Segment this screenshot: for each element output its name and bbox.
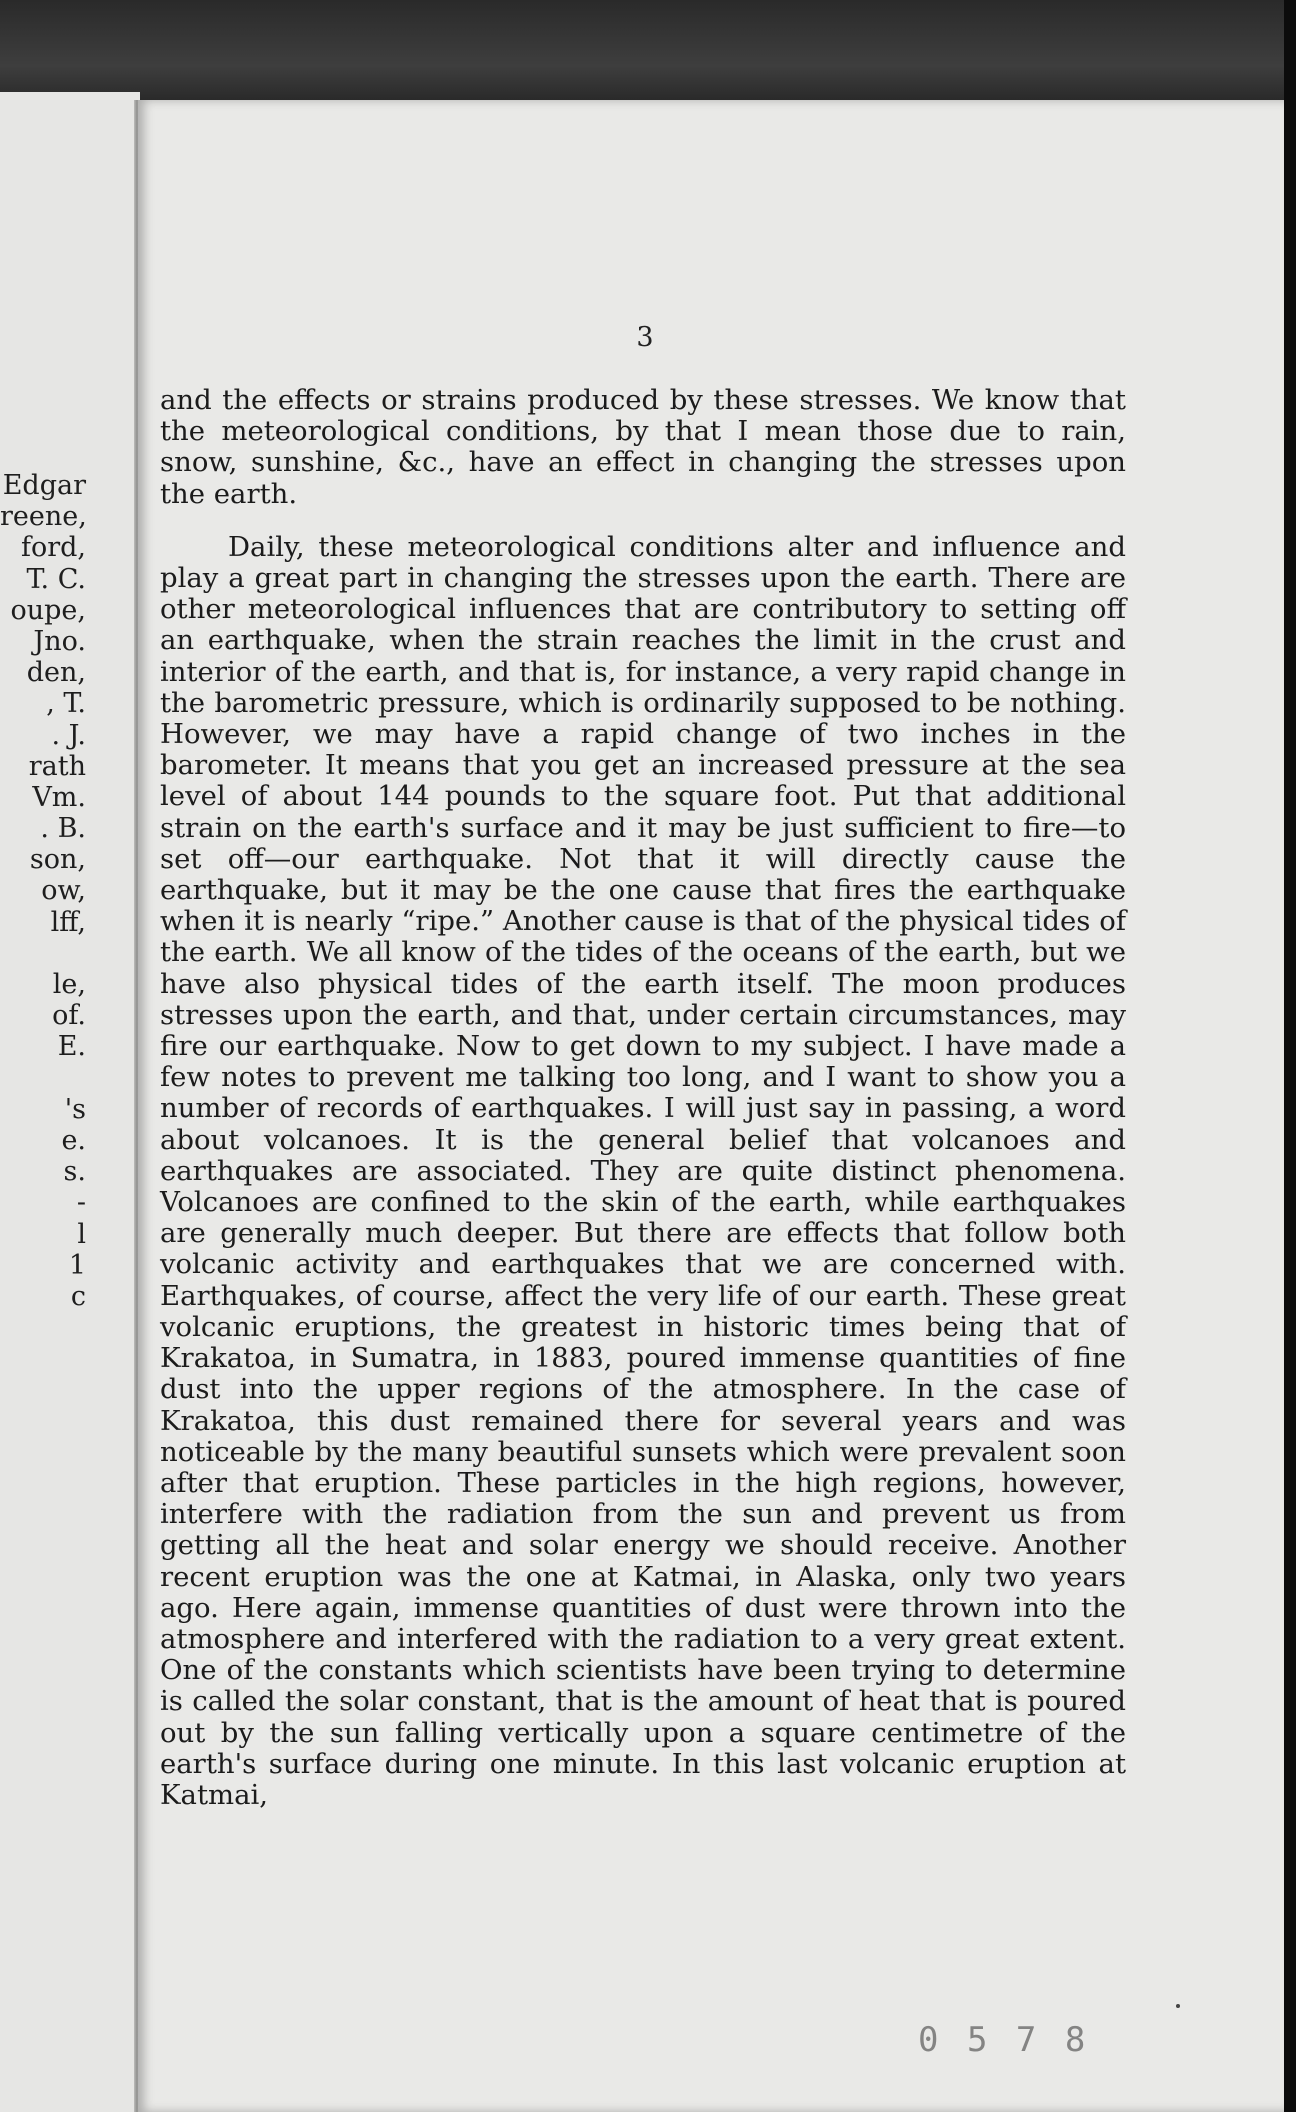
left-fragment: T. C.	[26, 563, 86, 595]
page-number: 3	[636, 322, 654, 353]
left-fragment: c	[70, 1280, 86, 1312]
left-fragment: 's	[64, 1093, 86, 1125]
left-fragment	[0, 1063, 136, 1094]
left-fragment: e.	[61, 1124, 86, 1156]
left-fragment: son,	[29, 844, 86, 876]
left-fragment	[0, 938, 136, 969]
left-fragment: 1	[68, 1249, 86, 1281]
left-fragment: , T.	[46, 688, 86, 720]
left-page-text-fragments	[0, 470, 136, 1312]
left-fragment: le,	[52, 969, 86, 1000]
paragraph: and the effects or strains produced by these stresses. We know that the meteorological conditions, by that I mean those due to rain, snow, sunshine, &c., have an effect in changing the stresses upon the earth.	[160, 384, 1126, 510]
left-fragment: of.	[52, 1000, 86, 1032]
left-page	[0, 92, 140, 2112]
body-text	[160, 385, 1126, 1811]
left-fragment: rath	[28, 750, 86, 782]
left-fragment: . J.	[51, 719, 86, 751]
left-fragment: ford,	[20, 532, 86, 564]
left-fragment: l	[77, 1218, 86, 1250]
library-stamp: 0 5 7 8	[918, 2020, 1090, 2060]
left-fragment: den,	[26, 657, 86, 689]
left-fragment: s.	[63, 1156, 86, 1188]
left-fragment: Vm.	[32, 781, 86, 813]
left-fragment: E.	[57, 1031, 86, 1063]
left-fragment: lff,	[50, 906, 86, 938]
page-speck	[1176, 2004, 1180, 2008]
left-fragment: -	[76, 1187, 86, 1219]
left-fragment: . B.	[40, 813, 86, 845]
left-fragment: ow,	[41, 875, 86, 907]
left-fragment: Jno.	[33, 625, 86, 657]
paragraph: Daily, these meteorological conditions alter and influence and play a great part in changing the stresses upon the earth. There are other meteorological influences that are contributory to setting off an earthquake, when the strain reaches the limit in the crust and interior of the earth, and that is, for instance, a very rapid change in the barometric pressure, which is ordinarily supposed to be nothing. However, we may have a rapid change of two inches in the barometer. It means that you get an increased pressure at the sea level of about 144 pounds to the square foot. Put that additional strain on the earth's surface and it may be just sufficient to fire—to set off—our earthquake. Not that it will directly cause the earthquake, but it may be the one cause that fires the earthquake when it is nearly “ripe.” Another cause is that of the physical tides of the earth. We all know of the tides of the oceans of the earth, but we have also physical tides of the earth itself. The moon produces stresses upon the earth, and that, under certain circumstances, may fire our earthquake. Now to get down to my subject. I have made a few notes to prevent me talking too long, and I want to show you a number of records of earthquakes. I will just say in passing, a word about volcanoes. It is the general belief that volcanoes and earthquakes are associated. They are quite distinct phenomena. Volcanoes are confined to the skin of the earth, while earthquakes are generally much deeper. But there are effects that follow both volcanic activity and earthquakes that we are concerned with. Earthquakes, of course, affect the very life of our earth. These great volcanic eruptions, the greatest in historic times being that of Krakatoa, in Sumatra, in 1883, poured immense quantities of fine dust into the upper regions of the atmosphere. In the case of Krakatoa, this dust remained there for several years and was noticeable by the many beautiful sunsets which were prevalent soon after that eruption. These particles in the high regions, however, interfere with the radiation from the sun and prevent us from getting all the heat and solar energy we should receive. Another recent eruption was the one at Katmai, in Alaska, only two years ago. Here again, immense quantities of dust were thrown into the atmosphere and interfered with the radiation to a very great extent. One of the constants which scientists have been trying to determine is called the solar constant, that is the amount of heat that is poured out by the sun falling vertically upon a square centimetre of the earth's surface during one minute. In this last volcanic eruption at Katmai,	[160, 530, 1126, 1811]
left-fragment: reene,	[0, 501, 87, 533]
left-fragment: Edgar	[2, 470, 86, 501]
dark-background-edge	[1284, 0, 1296, 2112]
left-fragment: oupe,	[10, 594, 86, 626]
